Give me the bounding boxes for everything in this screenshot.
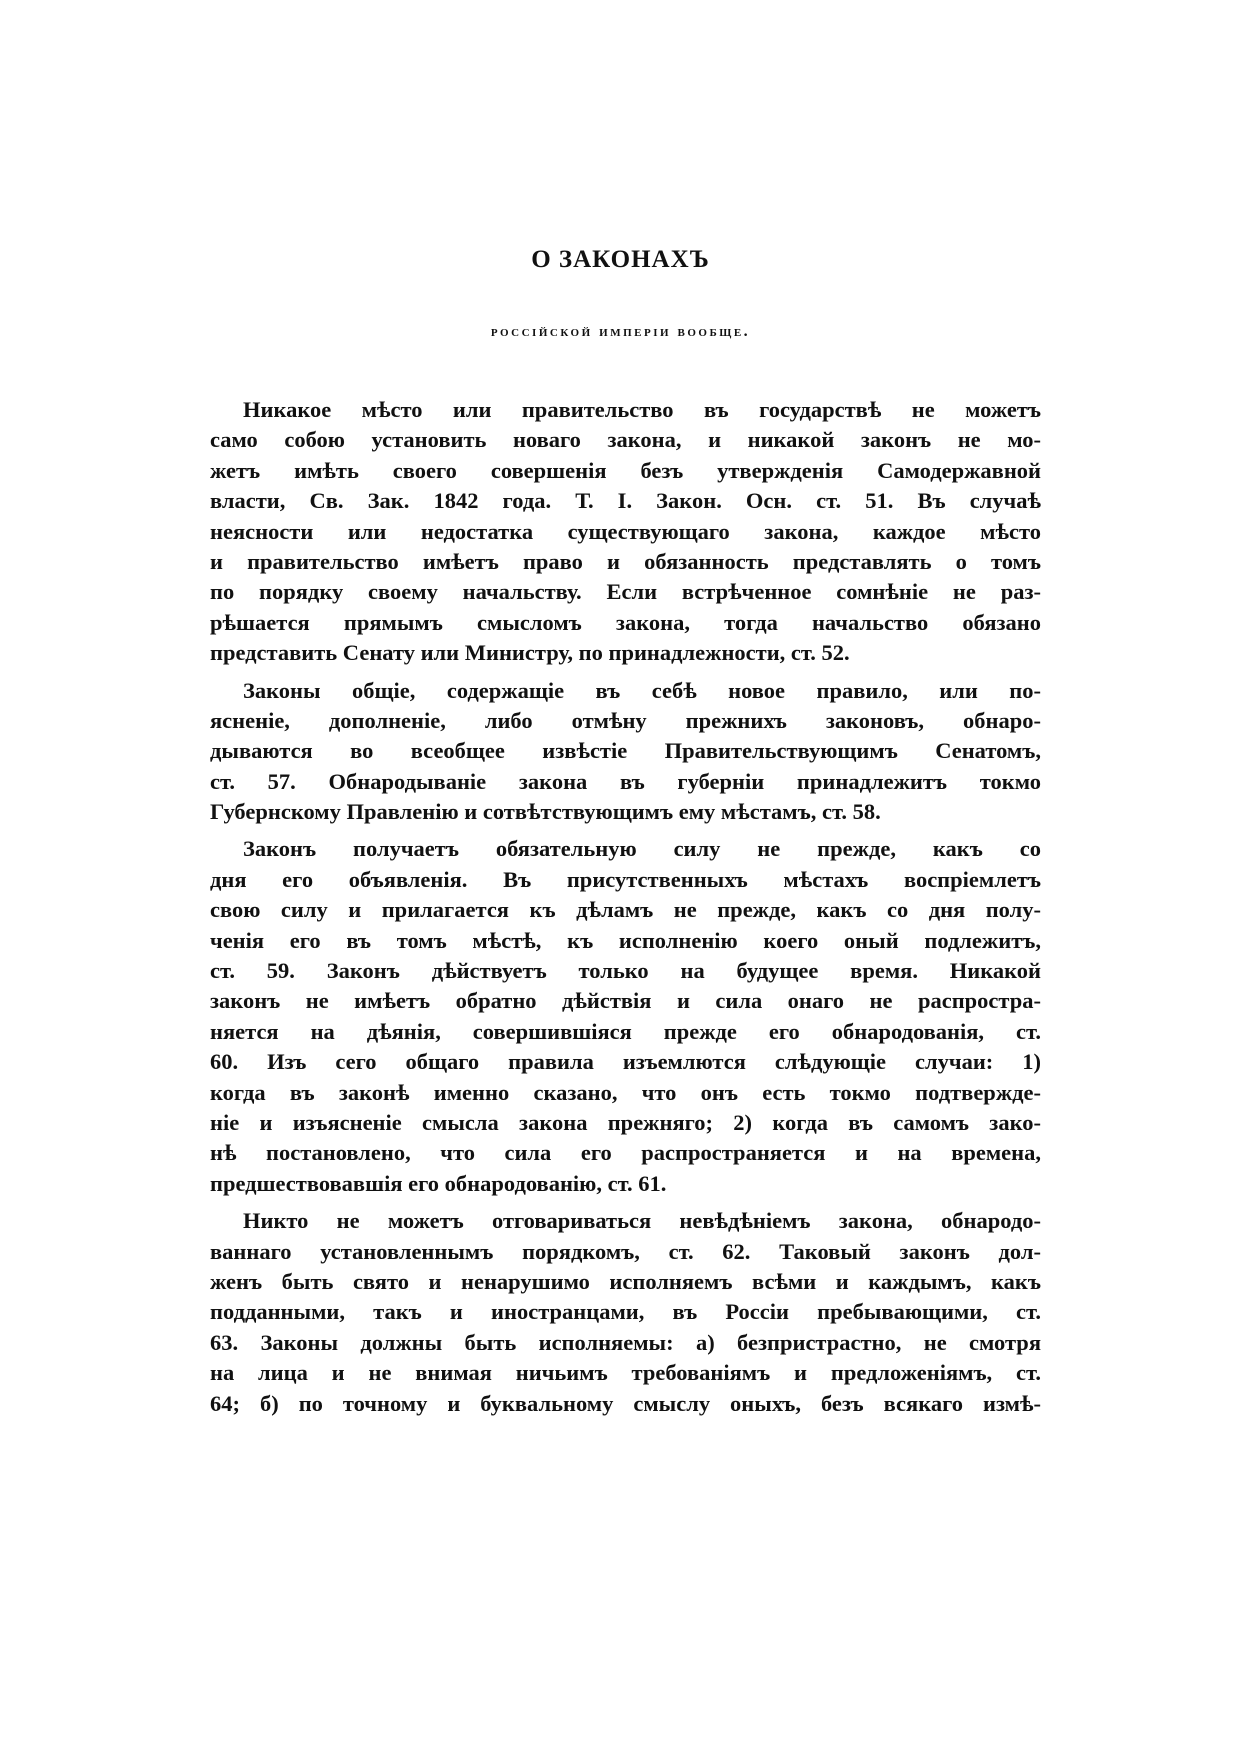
- text-line: само собою установить новаго закона, и никакой законъ не мо-: [210, 427, 1041, 453]
- text-line: ст. 57. Обнародываніе закона въ губерніи принадлежитъ токмо: [210, 768, 1041, 794]
- text-line: и правительство имѣетъ право и обязанность представлять о томъ: [210, 548, 1041, 574]
- text-line: законъ не имѣетъ обратно дѣйствія и сила онаго не распростра-: [210, 988, 1041, 1014]
- page-title: О ЗАКОНАХЪ: [531, 246, 710, 273]
- paragraph-1: [210, 395, 1041, 669]
- text-line: власти, Св. Зак. 1842 года. Т. I. Закон. Осн. ст. 51. Въ случаѣ: [210, 488, 1041, 514]
- text-line: подданными, такъ и иностранцами, въ Россіи пребывающими, ст.: [210, 1299, 1041, 1325]
- text-line: Никакое мѣсто или правительство въ государствѣ не можетъ: [243, 397, 1041, 422]
- text-line: нѣ постановлено, что сила его распространяется и на времена,: [210, 1140, 1041, 1166]
- text-line: ченія его въ томъ мѣстѣ, къ исполненію коего оный подлежитъ,: [210, 927, 1041, 953]
- text-line: неясности или недостатка существующаго закона, каждое мѣсто: [210, 518, 1041, 544]
- text-line: ніе и изъясненіе смысла закона прежняго; 2) когда въ самомъ зако-: [210, 1109, 1041, 1135]
- text-line: свою силу и прилагается къ дѣламъ не прежде, какъ со дня полу-: [210, 897, 1041, 923]
- paragraph-3: [210, 834, 1041, 1199]
- paragraph-4: [210, 1206, 1041, 1419]
- text-line: когда въ законѣ именно сказано, что онъ есть токмо подтвержде-: [210, 1079, 1041, 1105]
- text-line: 60. Изъ сего общаго правила изъемлются слѣдующіе случаи: 1): [210, 1049, 1041, 1075]
- text-line: ст. 59. Законъ дѣйствуетъ только на будущее время. Никакой: [210, 958, 1041, 984]
- body-text: [210, 395, 1041, 1419]
- text-line: няется на дѣянія, совершившіяся прежде его обнародованія, ст.: [210, 1018, 1041, 1044]
- text-line: представить Сенату или Министру, по принадлежности, ст. 52.: [210, 640, 850, 666]
- text-line: рѣшается прямымъ смысломъ закона, тогда начальство обязано: [210, 609, 1041, 635]
- text-line: дня его объявленія. Въ присутственныхъ мѣстахъ воспріемлетъ: [210, 866, 1041, 892]
- text-line: Законы общіе, содержащіе въ себѣ новое правило, или по-: [243, 677, 1041, 703]
- text-line: 64; б) по точному и буквальному смыслу оныхъ, безъ всякаго измѣ-: [210, 1390, 1041, 1416]
- text-line: Законъ получаетъ обязательную силу не прежде, какъ со: [243, 836, 1041, 862]
- paragraph-2: [210, 676, 1041, 828]
- text-line: Никто не можетъ отговариваться невѣдѣніемъ закона, обнародо-: [243, 1208, 1041, 1234]
- text-line: дываются во всеобщее извѣстіе Правительствующимъ Сенатомъ,: [210, 738, 1041, 764]
- text-line: 63. Законы должны быть исполняемы: а) безпристрастно, не смотря: [210, 1329, 1041, 1355]
- text-line: женъ быть свято и ненарушимо исполняемъ всѣми и каждымъ, какъ: [210, 1268, 1041, 1294]
- text-line: на лица и не внимая ничьимъ требованіямъ и предложеніямъ, ст.: [210, 1360, 1041, 1386]
- text-line: жетъ имѣть своего совершенія безъ утвержденія Самодержавной: [210, 457, 1041, 483]
- text-line: по порядку своему начальству. Если встрѣченное сомнѣніе не раз-: [210, 579, 1041, 605]
- text-line: ясненіе, дополненіе, либо отмѣну прежнихъ законовъ, обнаро-: [210, 707, 1041, 733]
- text-line: предшествовавшія его обнародованію, ст. 61.: [210, 1170, 667, 1196]
- text-line: Губернскому Правленію и сотвѣтствующимъ ему мѣстамъ, ст. 58.: [210, 799, 881, 825]
- text-line: ваннаго установленнымъ порядкомъ, ст. 62. Таковый законъ дол-: [210, 1238, 1041, 1264]
- page-subtitle: россійской имперіи вообще.: [490, 323, 751, 340]
